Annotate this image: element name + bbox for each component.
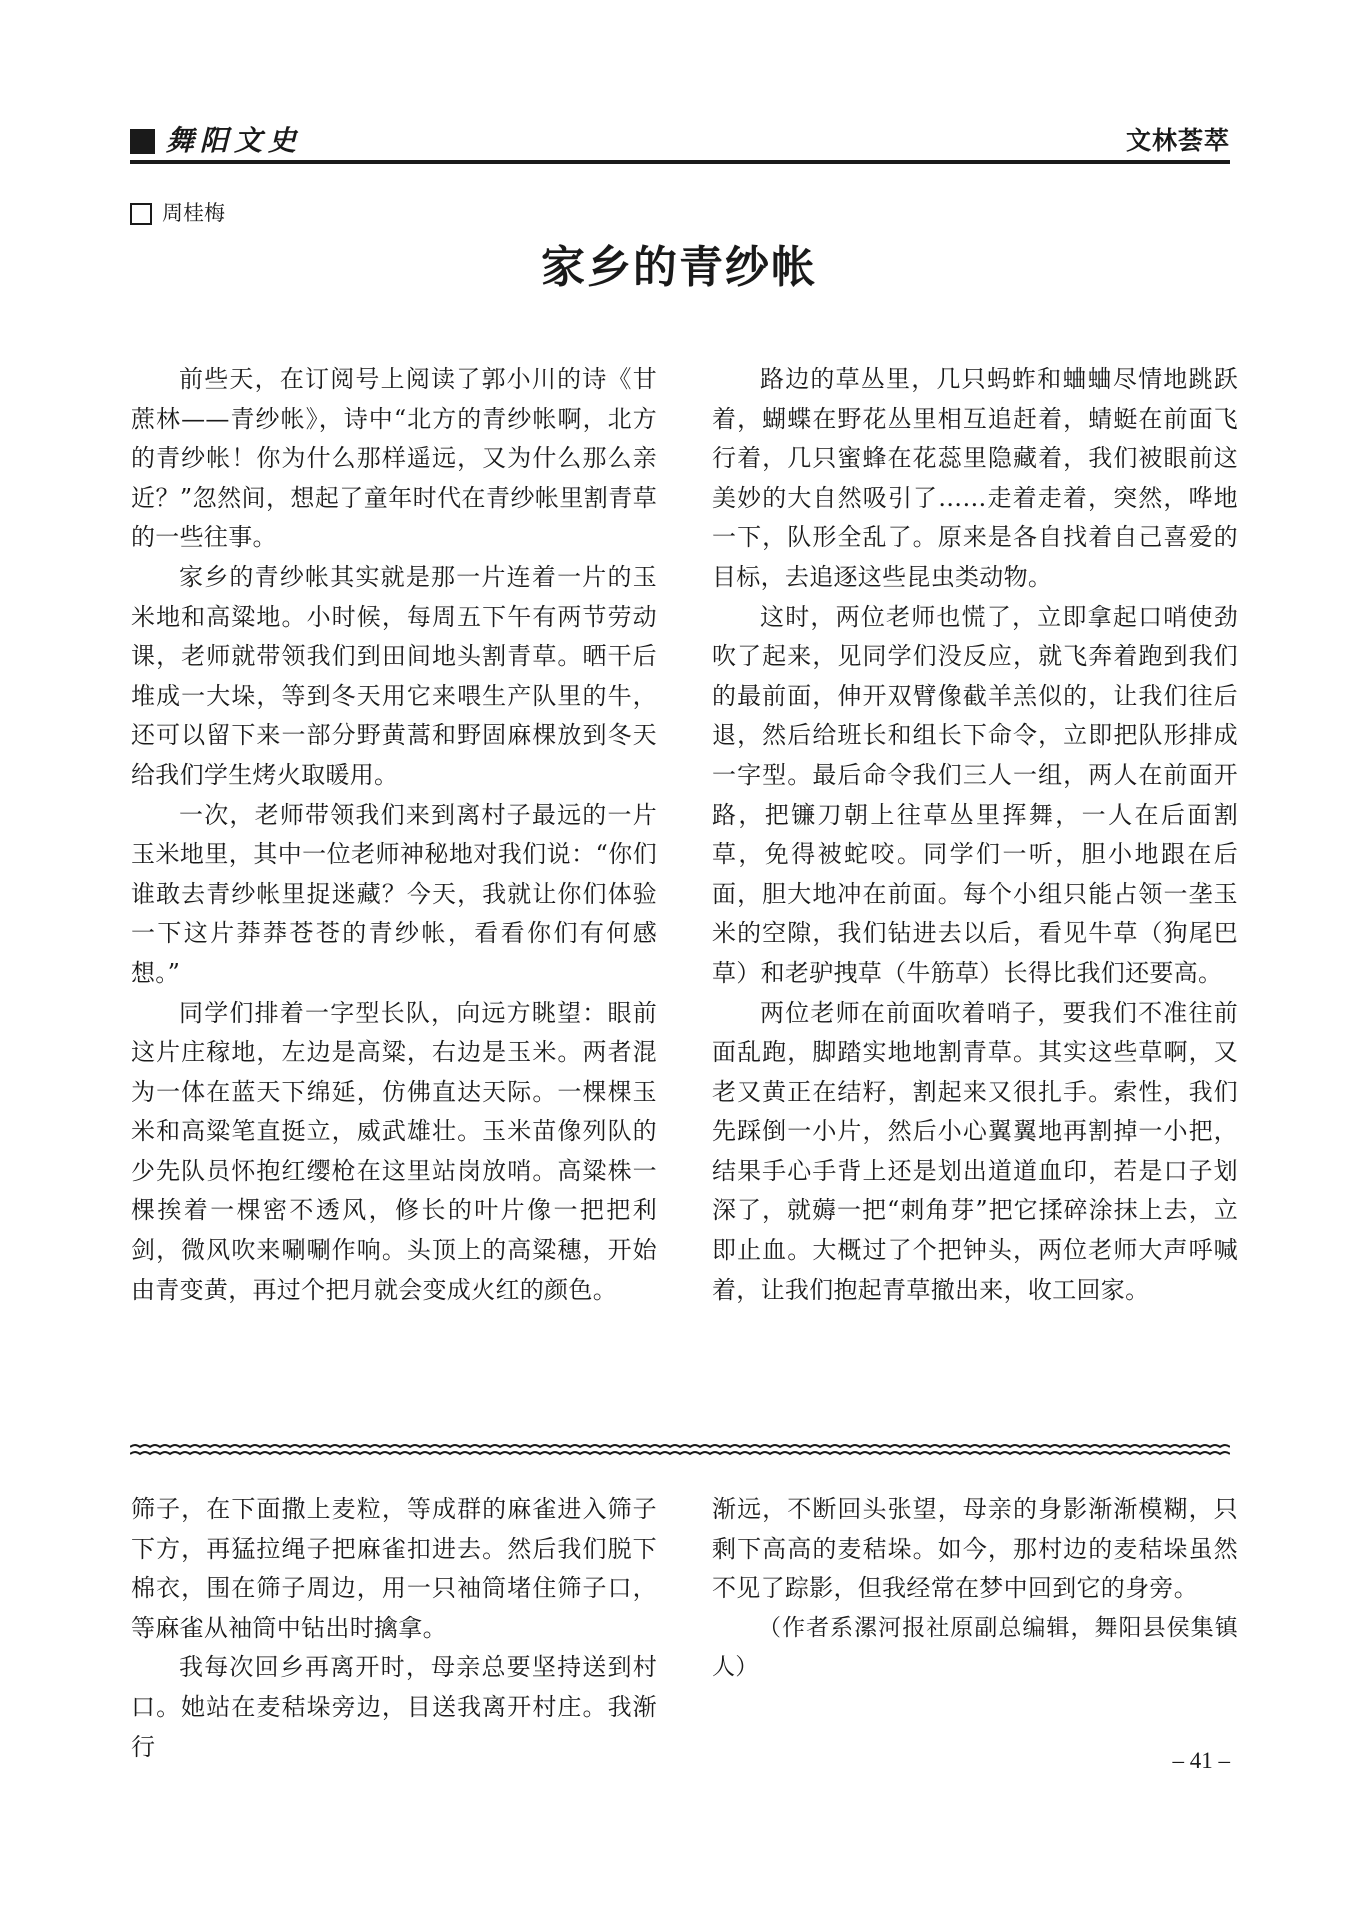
paragraph: 家乡的青纱帐其实就是那一片连着一片的玉米地和高粱地。小时候，每周五下午有两节劳动课，老师就带领我们到田间地头割青草。晒干后堆成一大垛，等到冬天用它来喂生产队里的牛，还可以留下来一部分野黄蒿和野固麻棵放到冬天给我们学生烤火取暖用。 <box>131 562 657 789</box>
section-label: 文林荟萃 <box>1125 126 1230 155</box>
paragraph: 路边的草丛里，几只蚂蚱和蛐蛐尽情地跳跃着，蝴蝶在野花丛里相互追赶着，蜻蜓在前面飞行着，几只蜜蜂在花蕊里隐藏着，我们被眼前这美妙的大自然吸引了……走着走着，突然，哗地一下，队形全乱了。原来是各自找着自己喜爱的目标，去追逐这些昆虫类动物。 <box>712 365 1238 591</box>
article-column-left <box>131 360 657 1310</box>
header-square-mark <box>130 129 155 154</box>
paragraph: 筛子，在下面撒上麦粒，等成群的麻雀进入筛子下方，再猛拉绳子把麻雀扣进去。然后我们脱下棉衣，围在筛子周边，用一只袖筒堵住筛子口，等麻雀从袖筒中钻出时擒拿。 <box>131 1495 657 1642</box>
author-box-icon <box>130 203 152 225</box>
continuation-column-left <box>131 1490 657 1767</box>
page-header <box>130 124 1230 158</box>
header-rule <box>130 160 1230 164</box>
paragraph: 我每次回乡再离开时，母亲总要坚持送到村口。她站在麦秸垛旁边，目送我离开村庄。我渐行 <box>131 1653 657 1761</box>
paragraph: 一次，老师带领我们来到离村子最远的一片玉米地里，其中一位老师神秘地对我们说：“你们谁敢去青纱帐里捉迷藏？今天，我就让你们体验一下这片莽莽苍苍的青纱帐，看看你们有何感想。” <box>131 800 657 987</box>
paragraph: 同学们排着一字型长队，向远方眺望：眼前这片庄稼地，左边是高粱，右边是玉米。两者混为一体在蓝天下绵延，仿佛直达天际。一棵棵玉米和高粱笔直挺立，威武雄壮。玉米苗像列队的少先队员怀抱红缨枪在这里站岗放哨。高粱株一棵挨着一棵密不透风，修长的叶片像一把把利剑，微风吹来唰唰作响。头顶上的高粱穗，开始由青变黄，再过个把月就会变成火红的颜色。 <box>131 998 657 1304</box>
wavy-divider <box>130 1440 1230 1460</box>
author-line <box>130 198 225 228</box>
journal-brand: 舞阳文史 <box>166 124 303 157</box>
paragraph: 两位老师在前面吹着哨子，要我们不准往前面乱跑，脚踏实地地割青草。其实这些草啊，又老又黄正在结籽，割起来又很扎手。索性，我们先踩倒一小片，然后小心翼翼地再割掉一小把，结果手心手背上还是划出道道血印，若是口子划深了，就薅一把“刺角芽”把它揉碎涂抹上去，立即止血。大概过了个把钟头，两位老师大声呼喊着，让我们抱起青草撤出来，收工回家。 <box>712 998 1238 1304</box>
page-number: – 41 – <box>1172 1748 1230 1773</box>
article-column-right <box>712 360 1238 1310</box>
author-name: 周桂梅 <box>162 201 225 225</box>
article-title: 家乡的青纱帐 <box>541 242 817 293</box>
author-note: （作者系漯河报社原副总编辑，舞阳县侯集镇人） <box>712 1614 1238 1681</box>
paragraph: 渐远，不断回头张望，母亲的身影渐渐模糊，只剩下高高的麦秸垛。如今，那村边的麦秸垛虽然不见了踪影，但我经常在梦中回到它的身旁。 <box>712 1495 1238 1603</box>
paragraph: 这时，两位老师也慌了，立即拿起口哨使劲吹了起来，见同学们没反应，就飞奔着跑到我们的最前面，伸开双臂像截羊羔似的，让我们往后退，然后给班长和组长下命令，立即把队形排成一字型。最后命令我们三人一组，两人在前面开路，把镰刀朝上往草丛里挥舞，一人在后面割草，免得被蛇咬。同学们一听，胆小地跟在后面，胆大地冲在前面。每个小组只能占领一垄玉米的空隙，我们钻进去以后，看见牛草（狗尾巴草）和老驴拽草（牛筋草）长得比我们还要高。 <box>712 602 1238 987</box>
paragraph: 前些天，在订阅号上阅读了郭小川的诗《甘蔗林——青纱帐》，诗中“北方的青纱帐啊，北方的青纱帐！你为什么那样遥远，又为什么那么亲近？”忽然间，想起了童年时代在青纱帐里割青草的一些往事。 <box>131 365 657 552</box>
continuation-column-right <box>712 1490 1238 1688</box>
